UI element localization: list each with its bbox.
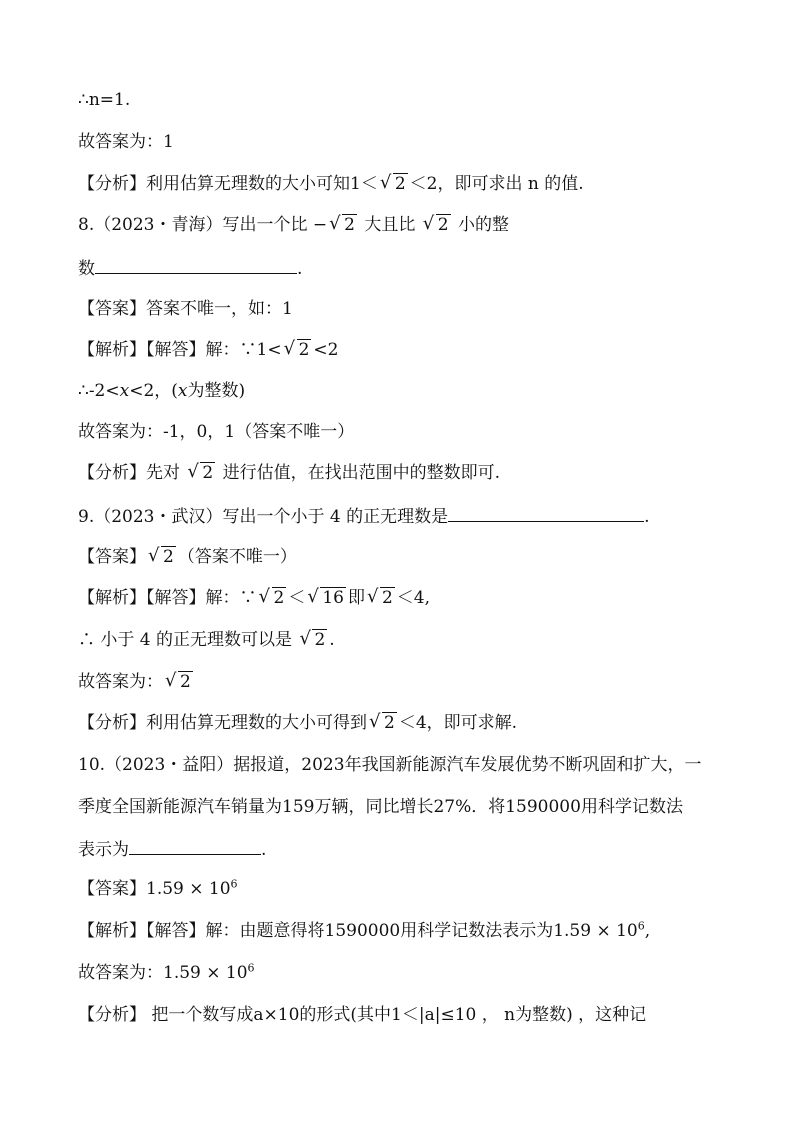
text-line: 【分析】利用估算无理数的大小可知1＜√ 2 ＜2，即可求出 n 的值. (78, 172, 584, 196)
text-line: 故答案为：√ 2 (78, 670, 195, 694)
sqrt-expression: √ 2 (187, 461, 215, 485)
text-line: ∴ 小于 4 的正无理数可以是 √ 2 . (78, 628, 335, 652)
sqrt-expression: √ 2 (299, 628, 327, 652)
question-10: 10.（2023・益阳）据报道，2023年我国新能源汽车发展优势不断巩固和扩大，一 (78, 755, 702, 775)
text-line: 数 . (78, 255, 302, 281)
question-8: 8.（2023・青海）写出一个比 −√ 2 大且比 √ 2 小的整 (78, 213, 509, 237)
text-line: 【解析】【解答】解：∵1<√ 2 <2 (78, 338, 338, 362)
sqrt-expression: √ 2 (367, 586, 395, 610)
text-line: ∴n=1. (78, 90, 131, 110)
sqrt-expression: √ 2 (284, 338, 312, 362)
sqrt-expression: √ 2 (380, 172, 408, 196)
question-9: 9.（2023・武汉）写出一个小于 4 的正无理数是 . (78, 503, 650, 529)
text-line: 【解析】【解答】解：∵√ 2 ＜√ 16 即√ 2 ＜4, (78, 586, 430, 610)
answer-blank (95, 255, 297, 274)
sqrt-expression: √ 2 (148, 545, 176, 569)
text-line: 故答案为：1 (78, 132, 174, 152)
text-line: 【分析】利用估算无理数的大小可得到√ 2 ＜4，即可求解. (78, 711, 517, 735)
text-line: 【答案】答案不唯一，如：1 (78, 299, 293, 319)
text-line: 表示为 . (78, 836, 266, 862)
text-line: 故答案为：-1，0，1（答案不唯一） (78, 422, 355, 442)
answer-blank (448, 503, 644, 522)
text-line: 【分析】 把一个数写成a×10的形式(其中1＜|a|≤10 ， n为整数) ，这种记 (78, 1005, 647, 1025)
sqrt-expression: √ 16 (307, 586, 346, 610)
sqrt-expression: √ 2 (423, 213, 451, 237)
text-line: ∴-2<x<2，(x为整数) (78, 381, 246, 401)
sqrt-expression: √ 2 (329, 213, 357, 237)
text-line: 【分析】先对 √ 2 进行估值，在找出范围中的整数即可. (78, 461, 500, 485)
sqrt-expression: √ 2 (369, 711, 397, 735)
text-line: 【解析】【解答】解：由题意得将1590000用科学记数法表示为$1.59 \times 10^6$, (78, 919, 651, 941)
text-line: 【答案】√ 2 （答案不唯一） (78, 545, 297, 569)
sqrt-expression: √ 2 (259, 586, 287, 610)
text-line: 【答案】$1.59 \times 10^6$ (78, 877, 238, 899)
text-line: 故答案为：$1.59 \times 10^6$ (78, 961, 255, 983)
sqrt-expression: √ 2 (165, 670, 193, 694)
answer-blank (129, 836, 261, 855)
text-line: 季度全国新能源汽车销量为159万辆，同比增长27%．将1590000用科学记数法 (78, 797, 683, 817)
